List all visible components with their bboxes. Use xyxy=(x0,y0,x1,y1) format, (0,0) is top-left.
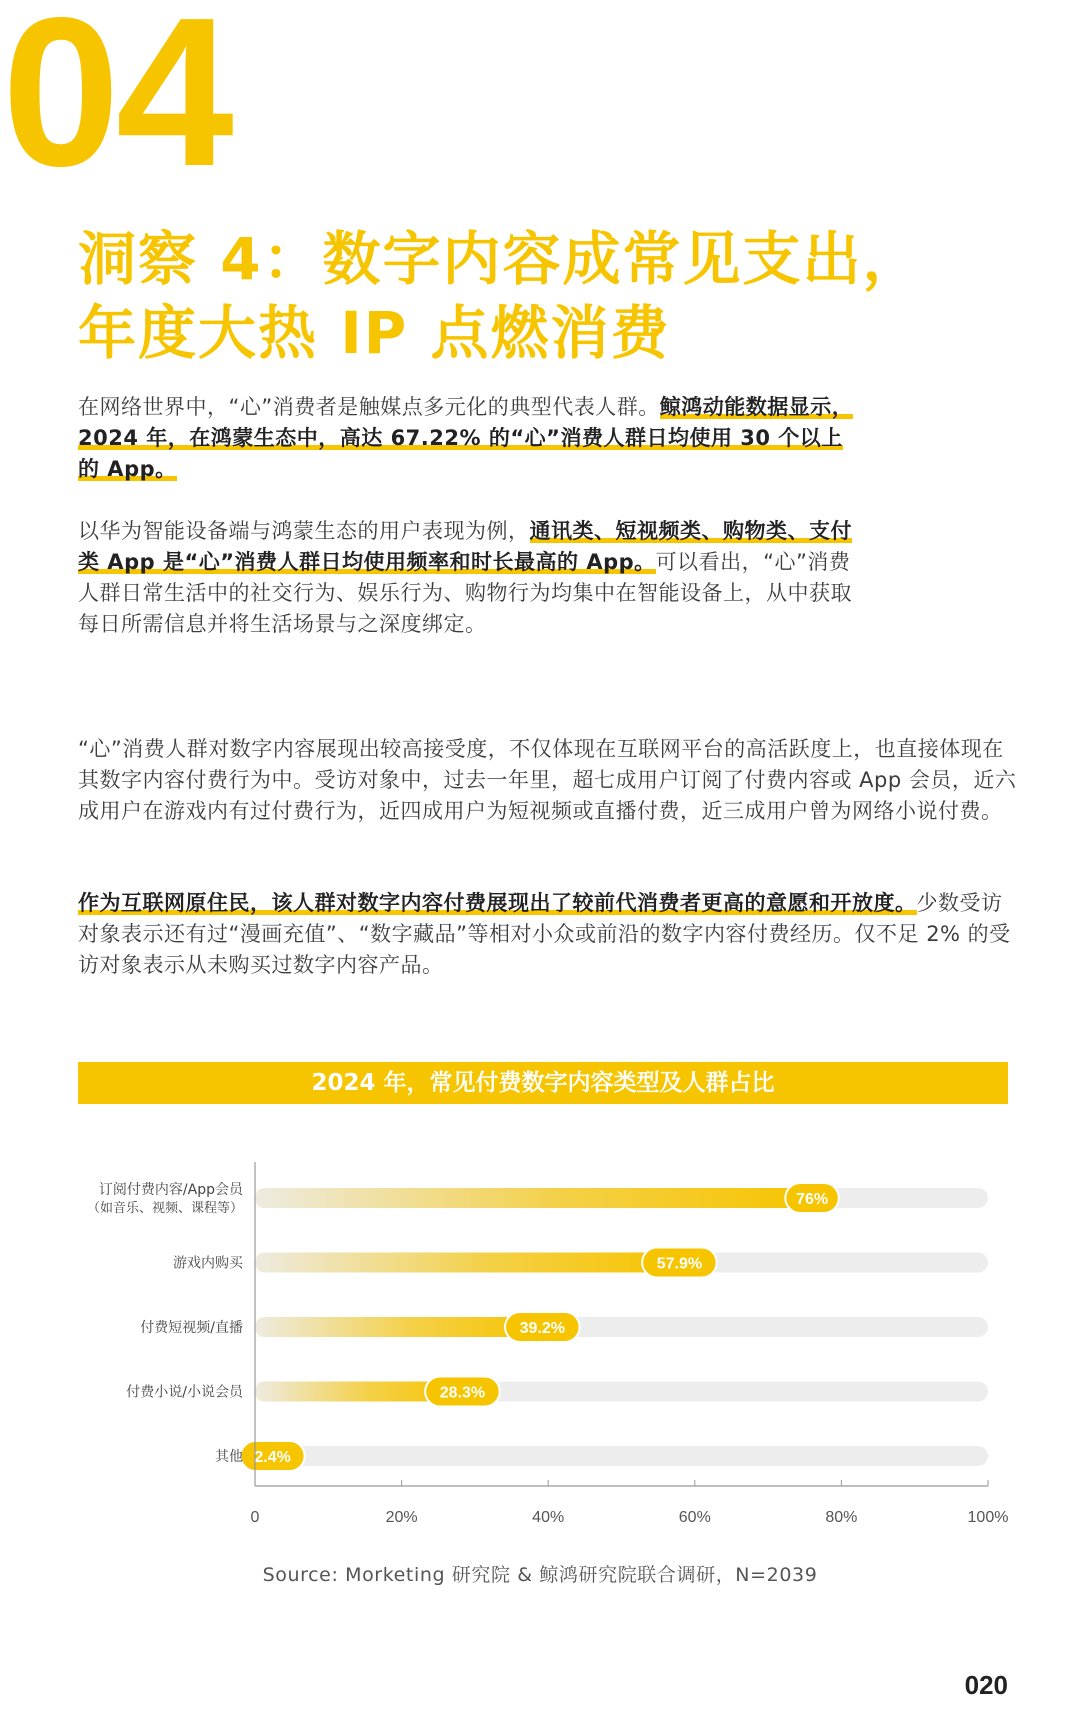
bar-0 xyxy=(255,1188,812,1208)
p4-segment-1: 少数受访对象表示还有过“漫画充值”、“数字藏品”等相对小众或前沿的数字内容付费经历。仅不足 2% 的受访对象表示从未购买过数字内容产品。 xyxy=(78,891,1011,977)
data-label-2: 39.2% xyxy=(519,1320,566,1337)
data-label-0: 76% xyxy=(796,1191,829,1208)
bar-track-4 xyxy=(255,1446,988,1466)
headline-line-1: 洞察 4：数字内容成常见支出， xyxy=(78,225,923,293)
category-label-3: 付费小说/小说会员 xyxy=(126,1384,243,1401)
source-note: Source: Morketing 研究院 & 鲸鸿研究院联合调研，N=2039 xyxy=(262,1564,818,1586)
bar-2 xyxy=(255,1317,542,1337)
page-number: 020 xyxy=(964,1670,1008,1700)
paragraph-1 xyxy=(78,392,858,485)
data-label-4: 2.4% xyxy=(254,1449,291,1466)
page-headline xyxy=(78,222,923,370)
bar-1 xyxy=(255,1253,679,1273)
chart-title: 2024 年，常见付费数字内容类型及人群占比 xyxy=(78,1062,1008,1104)
p2-segment-0: 以华为智能设备端与鸿蒙生态的用户表现为例， xyxy=(78,519,530,543)
x-tick-label-4: 80% xyxy=(825,1509,858,1526)
p3-segment-0: “心”消费人群对数字内容展现出较高接受度，不仅体现在互联网平台的高活跃度上，也直接体现在其数字内容付费行为中。受访对象中，过去一年里，超七成用户订阅了付费内容或 App 会员，近六成用户在游戏内有过付费行为，近四成用户为短视频或直播付费，近三成用户曾为网络小说付费。 xyxy=(78,737,1017,823)
x-tick-label-1: 20% xyxy=(385,1509,418,1526)
p1-segment-1-highlight: 鲸鸿动能数据显示，2024 年，在鸿蒙生态中，高达 67.22% 的“心”消费人群日均使用 30 个以上的 App。 xyxy=(78,395,854,481)
x-tick-label-2: 40% xyxy=(532,1509,565,1526)
data-label-1: 57.9% xyxy=(656,1255,703,1273)
headline-line-2: 年度大热 IP 点燃消费 xyxy=(78,299,671,367)
paragraph-2 xyxy=(78,516,858,640)
p4-segment-0-highlight: 作为互联网原住民，该人群对数字内容付费展现出了较前代消费者更高的意愿和开放度。 xyxy=(78,891,917,915)
category-label-1: 游戏内购买 xyxy=(173,1255,243,1272)
x-tick-label-5: 100% xyxy=(967,1509,1009,1526)
category-label-0: 订阅付费内容/App会员 xyxy=(98,1182,243,1198)
category-label-4: 其他 xyxy=(215,1449,243,1465)
bar-chart xyxy=(0,1110,1080,1550)
category-sublabel-0: （如音乐、视频、课程等） xyxy=(86,1201,243,1216)
x-tick-label-3: 60% xyxy=(678,1509,711,1526)
category-label-2: 付费短视频/直播 xyxy=(140,1320,243,1336)
x-tick-label-0: 0 xyxy=(250,1509,260,1526)
p2-segment-2: 可以看出，“心”消费人群日常生活中的社交行为、娱乐行为、购物行为均集中在智能设备上，从中获取每日所需信息并将生活场景与之深度绑定。 xyxy=(78,550,852,636)
section-number: 04 xyxy=(2,0,230,210)
data-label-3: 28.3% xyxy=(439,1384,486,1402)
paragraph-4 xyxy=(78,888,1022,981)
p2-segment-1-highlight: 通讯类、短视频类、购物类、支付类 App 是“心”消费人群日均使用频率和时长最高的 App。 xyxy=(78,519,852,574)
p1-segment-0: 在网络世界中，“心”消费者是触媒点多元化的典型代表人群。 xyxy=(78,395,660,419)
paragraph-3 xyxy=(78,734,1022,827)
